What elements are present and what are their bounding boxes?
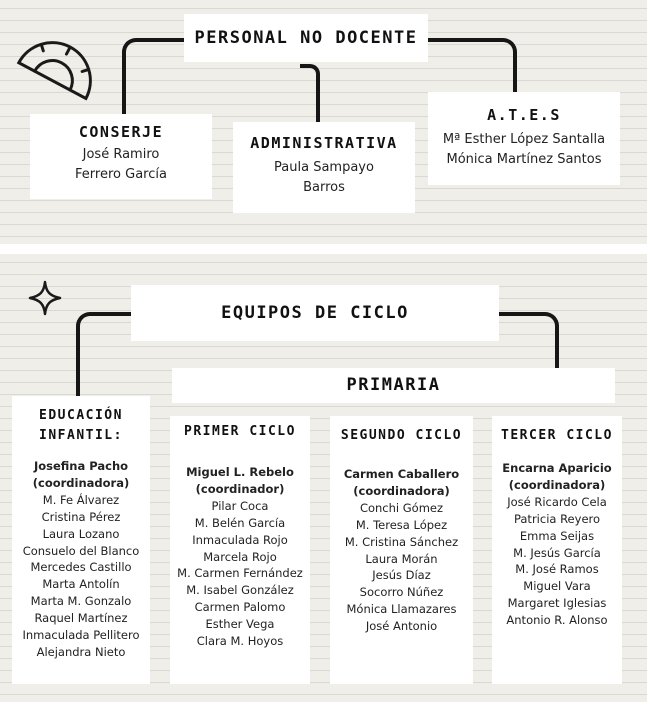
ates-name-2: Mónica Martínez Santos xyxy=(446,152,602,167)
list-item: Patricia Reyero xyxy=(513,511,601,526)
list-item: M. José Ramos xyxy=(515,562,599,577)
infantil-coordinator-role: (coordinadora) xyxy=(32,475,130,490)
list-item: M. Belén García xyxy=(194,515,286,530)
list-item: Consuelo del Blanco xyxy=(22,543,140,558)
list-item: Alejandra Nieto xyxy=(36,644,126,659)
segundo-ciclo-column xyxy=(330,416,473,684)
primaria-box xyxy=(172,368,615,403)
list-item: M. Cristina Sánchez xyxy=(344,534,459,549)
list-item: Laura Morán xyxy=(365,551,438,566)
infantil-title-line2: INFANTIL: xyxy=(39,428,123,443)
conserje-name-1: José Ramiro xyxy=(82,147,160,162)
title-box-personal-no-docente xyxy=(184,14,428,62)
tercer-ciclo-title: TERCER CICLO xyxy=(501,428,613,443)
tercer-ciclo-coordinator: Encarna Aparicio xyxy=(502,461,612,475)
list-item: José Ricardo Cela xyxy=(507,494,607,509)
tercer-ciclo-coordinator-role: (coordinadora) xyxy=(508,477,606,492)
connector-infantil xyxy=(76,312,136,402)
connector-middle xyxy=(300,64,320,124)
equipos-de-ciclo-title: EQUIPOS DE CICLO xyxy=(221,303,409,323)
conserje-box xyxy=(30,114,212,199)
list-item: Socorro Núñez xyxy=(359,585,444,600)
infantil-column xyxy=(12,396,150,684)
administrativa-box xyxy=(233,122,415,213)
list-item: Marcela Rojo xyxy=(203,549,277,564)
list-item: Margaret Iglesias xyxy=(507,596,607,611)
primer-ciclo-title: PRIMER CICLO xyxy=(184,424,296,439)
tercer-ciclo-column xyxy=(492,416,622,684)
tercer-ciclo-list xyxy=(492,460,622,629)
administrativa-name-1: Paula Sampayo xyxy=(274,160,374,175)
ates-box xyxy=(428,92,620,185)
ates-title: A.T.E.S xyxy=(487,106,561,124)
list-item: Emma Seijas xyxy=(519,528,595,543)
primer-ciclo-list xyxy=(170,464,310,650)
list-item: José Antonio xyxy=(365,619,438,634)
list-item: Mónica Llamazares xyxy=(346,602,457,617)
primer-ciclo-column xyxy=(170,416,310,684)
list-item: Raquel Martínez xyxy=(34,611,128,626)
list-item: Conchi Gómez xyxy=(359,500,444,515)
conserje-title: CONSERJE xyxy=(78,123,164,141)
list-item: Antonio R. Alonso xyxy=(506,613,608,628)
connector-right xyxy=(425,38,517,96)
list-item: Cristina Pérez xyxy=(41,509,121,524)
administrativa-name-2: Barros xyxy=(303,180,345,195)
list-item: Marta Antolín xyxy=(42,577,120,592)
list-item: M. Fe Álvarez xyxy=(42,492,120,507)
list-item: Laura Lozano xyxy=(42,526,120,541)
segundo-ciclo-coordinator-role: (coordinadora) xyxy=(353,483,450,498)
title-box-equipos-de-ciclo xyxy=(131,285,499,341)
list-item: Mercedes Castillo xyxy=(30,560,132,575)
list-item: M. Isabel González xyxy=(186,583,294,598)
personal-no-docente-panel xyxy=(0,0,647,244)
segundo-ciclo-coordinator: Carmen Caballero xyxy=(343,467,460,481)
protractor-icon xyxy=(12,30,104,102)
list-item: Inmaculada Rojo xyxy=(192,532,288,547)
list-item: M. Carmen Fernández xyxy=(177,566,303,581)
primer-ciclo-coordinator: Miguel L. Rebelo xyxy=(186,465,294,479)
segundo-ciclo-list xyxy=(330,466,473,635)
segundo-ciclo-title: SEGUNDO CICLO xyxy=(340,428,463,443)
infantil-list xyxy=(12,458,150,661)
equipos-de-ciclo-panel xyxy=(0,254,647,702)
list-item: Marta M. Gonzalo xyxy=(30,594,132,609)
list-item: Jesús Díaz xyxy=(372,568,431,583)
connector-left xyxy=(122,38,188,118)
personal-no-docente-title: PERSONAL NO DOCENTE xyxy=(194,28,418,48)
conserje-name-2: Ferrero García xyxy=(75,167,167,182)
administrativa-title: ADMINISTRATIVA xyxy=(250,134,398,152)
list-item: Clara M. Hoyos xyxy=(196,634,284,649)
list-item: Carmen Palomo xyxy=(194,600,286,615)
list-item: Esther Vega xyxy=(205,617,275,632)
list-item: M. Jesús García xyxy=(513,545,601,560)
list-item: M. Teresa López xyxy=(355,517,448,532)
list-item: Miguel Vara xyxy=(523,579,591,594)
primaria-title: PRIMARIA xyxy=(346,375,441,395)
infantil-title-line1: EDUCACIÓN xyxy=(39,408,123,423)
primer-ciclo-coordinator-role: (coordinador) xyxy=(195,481,285,496)
list-item: Inmaculada Pellitero xyxy=(22,628,140,643)
sparkle-star-icon xyxy=(28,280,62,316)
list-item: Pilar Coca xyxy=(211,498,269,513)
infantil-coordinator: Josefina Pacho xyxy=(33,459,129,473)
ates-name-1: Mª Esther López Santalla xyxy=(442,132,606,147)
